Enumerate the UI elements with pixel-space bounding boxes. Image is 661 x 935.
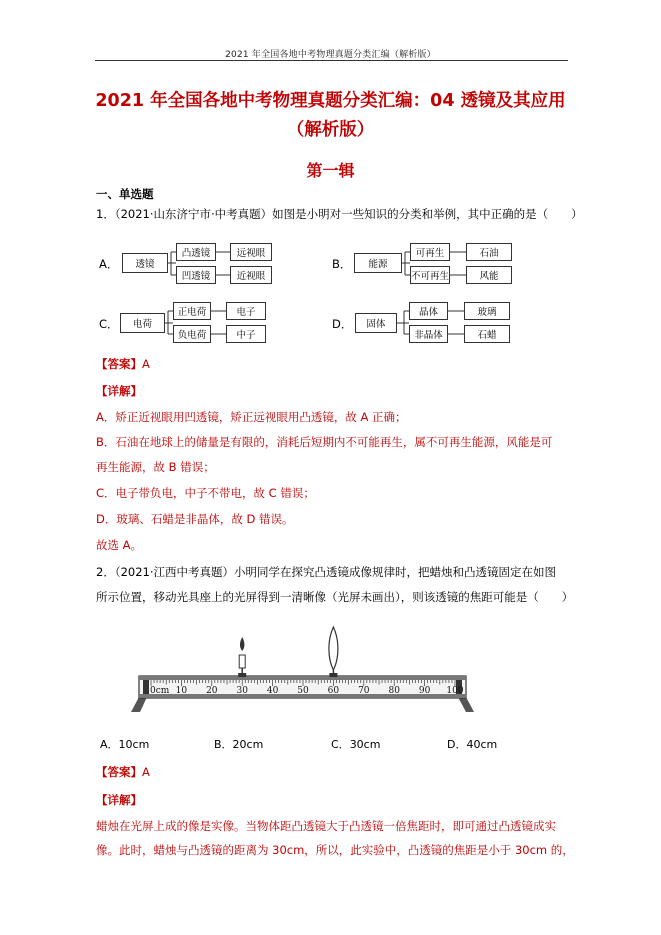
option-a-branch1: 凸透镜 <box>176 243 216 261</box>
question-1-detail-label: 【详解】 <box>96 384 142 398</box>
candle-body <box>239 655 245 668</box>
ruler-tick-label: 20 <box>206 686 218 696</box>
option-d-leaf2: 石蜡 <box>464 325 510 343</box>
ruler-tick-label: 40 <box>266 686 279 696</box>
running-header: 2021 年全国各地中考物理真题分类汇编（解析版） <box>225 50 436 60</box>
option-c-branch1: 正电荷 <box>173 302 211 320</box>
document-title-line2: （解析版） <box>286 120 375 140</box>
bench-left-leg <box>131 697 147 712</box>
ruler-tick-label: 50 <box>297 686 309 696</box>
bench-rail-top <box>139 676 466 680</box>
convex-lens <box>329 627 338 677</box>
option-a-root: 透镜 <box>122 253 168 273</box>
ruler-tick-label: 60 <box>327 686 340 696</box>
question-1-stem: 1．（2021·山东济宁市·中考真题）如图是小明对一些知识的分类和举例，其中正确的是（ ） <box>96 207 583 221</box>
option-b-leaf1: 石油 <box>466 243 512 261</box>
document-subtitle: 第一辑 <box>306 161 355 180</box>
option-d-leaf1: 玻璃 <box>464 302 510 320</box>
choice-a: A．10cm <box>100 738 150 751</box>
ruler-tick-label: 90 <box>418 686 431 696</box>
option-a-leaf2: 近视眼 <box>230 266 272 284</box>
question-1-answer: 【答案】A <box>96 357 150 371</box>
option-d-branch1: 晶体 <box>409 302 448 320</box>
document-title-line1: 2021 年全国各地中考物理真题分类汇编：04 透镜及其应用 <box>95 91 566 111</box>
question-2-detail-label: 【详解】 <box>96 793 142 807</box>
question-1-explanation-d: D．玻璃、石蜡是非晶体，故 D 错误。 <box>96 512 294 526</box>
section-heading: 一、单选题 <box>96 187 154 201</box>
option-b-leaf2: 风能 <box>466 266 512 284</box>
lens-base <box>329 673 337 677</box>
bench-left-cap <box>143 680 149 694</box>
ruler-tick-label: 0cm <box>150 686 170 696</box>
choice-b: B．20cm <box>214 738 264 751</box>
candle-base <box>238 673 246 677</box>
lens-body <box>329 627 338 670</box>
candle <box>238 637 246 677</box>
candle-flame <box>240 637 245 651</box>
choice-d: D．40cm <box>447 738 498 751</box>
option-b-letter: B． <box>332 257 352 271</box>
ruler-tick-label: 10 <box>175 686 188 696</box>
question-1-explanation-b2: 再生能源，故 B 错误； <box>96 460 215 474</box>
question-2-explanation-line1: 蜡烛在光屏上成的像是实像。当物体距凸透镜大于凸透镜一倍焦距时，即可通过凸透镜成实 <box>96 819 556 833</box>
option-d-letter: D． <box>332 317 353 331</box>
option-a-leaf1: 远视眼 <box>230 243 272 261</box>
option-a-letter: A． <box>99 257 119 271</box>
question-2-explanation-line2: 像。此时，蜡烛与凸透镜的距离为 30cm，所以，此实验中，凸透镜的焦距是小于 30cm 的， <box>96 843 574 857</box>
question-1-explanation-c: C．电子带负电，中子不带电，故 C 错误； <box>96 486 315 500</box>
option-d-root: 固体 <box>355 313 397 333</box>
ruler-tick-label: 70 <box>358 686 370 696</box>
option-c-leaf1: 电子 <box>226 302 266 320</box>
question-1-explanation-a: A．矫正近视眼用凹透镜，矫正远视眼用凸透镜，故 A 正确； <box>96 410 407 424</box>
option-b-branch2: 不可再生 <box>410 266 450 284</box>
option-c-letter: C． <box>99 317 119 331</box>
option-c-branch2: 负电荷 <box>173 325 211 343</box>
ruler-tick-label: 30 <box>236 686 248 696</box>
question-2-stem-line2: 所示位置，移动光具座上的光屏得到一清晰像（光屏未画出），则该透镜的焦距可能是（ ） <box>96 590 574 604</box>
question-1-explanation-b1: B．石油在地球上的储量是有限的，消耗后短期内不可能再生，属不可再生能源，风能是可 <box>96 435 553 449</box>
bench-right-leg <box>458 697 474 712</box>
option-d-branch2: 非晶体 <box>409 325 448 343</box>
question-2-stem-line1: 2．（2021·江西中考真题）小明同学在探究凸透镜成像规律时，把蜡烛和凸透镜固定在如图 <box>96 565 556 579</box>
question-1-conclusion: 故选 A。 <box>96 538 143 552</box>
option-b-root: 能源 <box>354 253 402 273</box>
choice-c: C．30cm <box>331 738 381 751</box>
question-2-answer: 【答案】A <box>96 765 150 779</box>
option-c-root: 电荷 <box>120 313 165 333</box>
option-c-leaf2: 中子 <box>226 325 266 343</box>
ruler-tick-label: 80 <box>388 686 400 696</box>
option-b-branch1: 可再生 <box>410 243 450 261</box>
ruler-tick-label: 100 <box>446 686 464 696</box>
option-a-branch2: 凹透镜 <box>176 266 216 284</box>
